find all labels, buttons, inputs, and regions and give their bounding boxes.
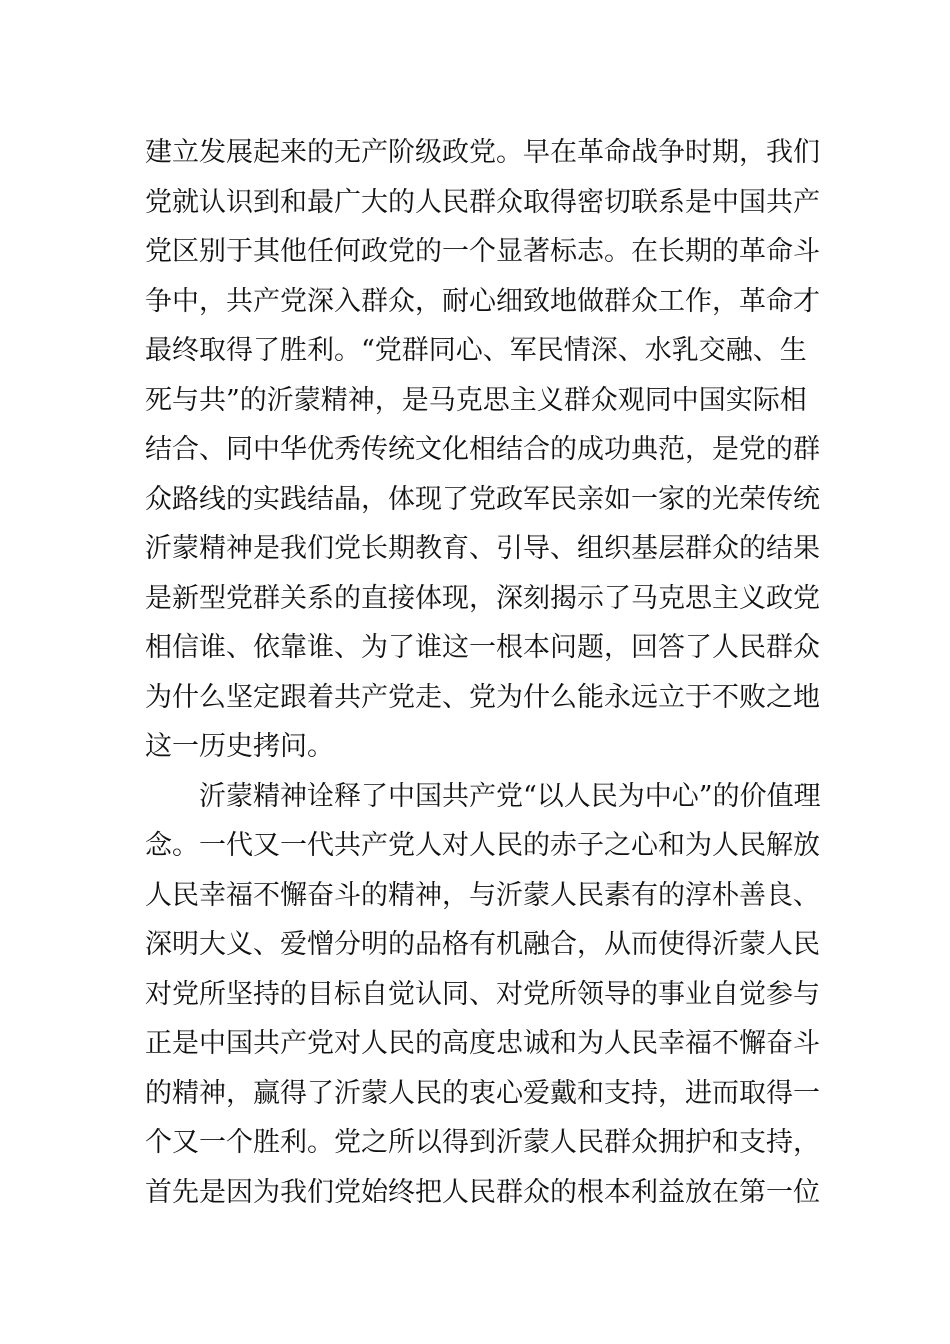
text-line: 个又一个胜利。党之所以得到沂蒙人民群众拥护和支持，: [145, 1127, 820, 1158]
text-line: 结合、同中华优秀传统文化相结合的成功典范，是党的群: [145, 434, 820, 465]
text-line: 相信谁、依靠谁、为了谁这一根本问题，回答了人民群众: [145, 632, 820, 663]
text-line: 正是中国共产党对人民的高度忠诚和为人民幸福不懈奋斗: [145, 1028, 820, 1059]
text-line: 是新型党群关系的直接体现，深刻揭示了马克思主义政党: [145, 582, 820, 614]
text-line: 这一历史拷问。: [145, 731, 334, 762]
text-line: 沂蒙精神是我们党长期教育、引导、组织基层群众的结果: [145, 533, 820, 564]
text-line: 死与共”的沂蒙精神，是马克思主义群众观同中国实际相: [145, 384, 807, 416]
text-line: 的精神，赢得了沂蒙人民的衷心爱戴和支持，进而取得一: [145, 1077, 820, 1109]
text-line: 沂蒙精神诠释了中国共产党“以人民为中心”的价值理: [199, 780, 821, 812]
paragraph-1: [145, 128, 820, 772]
paragraph-2: [145, 772, 821, 1218]
text-line: 为什么坚定跟着共产党走、党为什么能永远立于不败之地: [145, 681, 820, 713]
text-line: 党就认识到和最广大的人民群众取得密切联系是中国共产: [145, 186, 820, 218]
text-line: 最终取得了胜利。“党群同心、军民情深、水乳交融、生: [145, 335, 807, 366]
text-line: 首先是因为我们党始终把人民群众的根本利益放在第一位: [145, 1176, 820, 1208]
text-line: 对党所坚持的目标自觉认同、对党所领导的事业自觉参与: [145, 978, 820, 1010]
text-line: 建立发展起来的无产阶级政党。早在革命战争时期，我们: [145, 137, 820, 168]
text-line: 念。一代又一代共产党人对人民的赤子之心和为人民解放: [145, 830, 820, 861]
text-line: 人民幸福不懈奋斗的精神，与沂蒙人民素有的淳朴善良、: [145, 879, 820, 911]
text-line: 深明大义、爱憎分明的品格有机融合，从而使得沂蒙人民: [145, 929, 820, 960]
body-text: [145, 128, 821, 1217]
text-line: 众路线的实践结晶，体现了党政军民亲如一家的光荣传统: [145, 483, 820, 515]
text-line: 争中，共产党深入群众，耐心细致地做群众工作，革命才: [145, 285, 820, 317]
text-line: 党区别于其他任何政党的一个显著标志。在长期的革命斗: [145, 236, 820, 267]
